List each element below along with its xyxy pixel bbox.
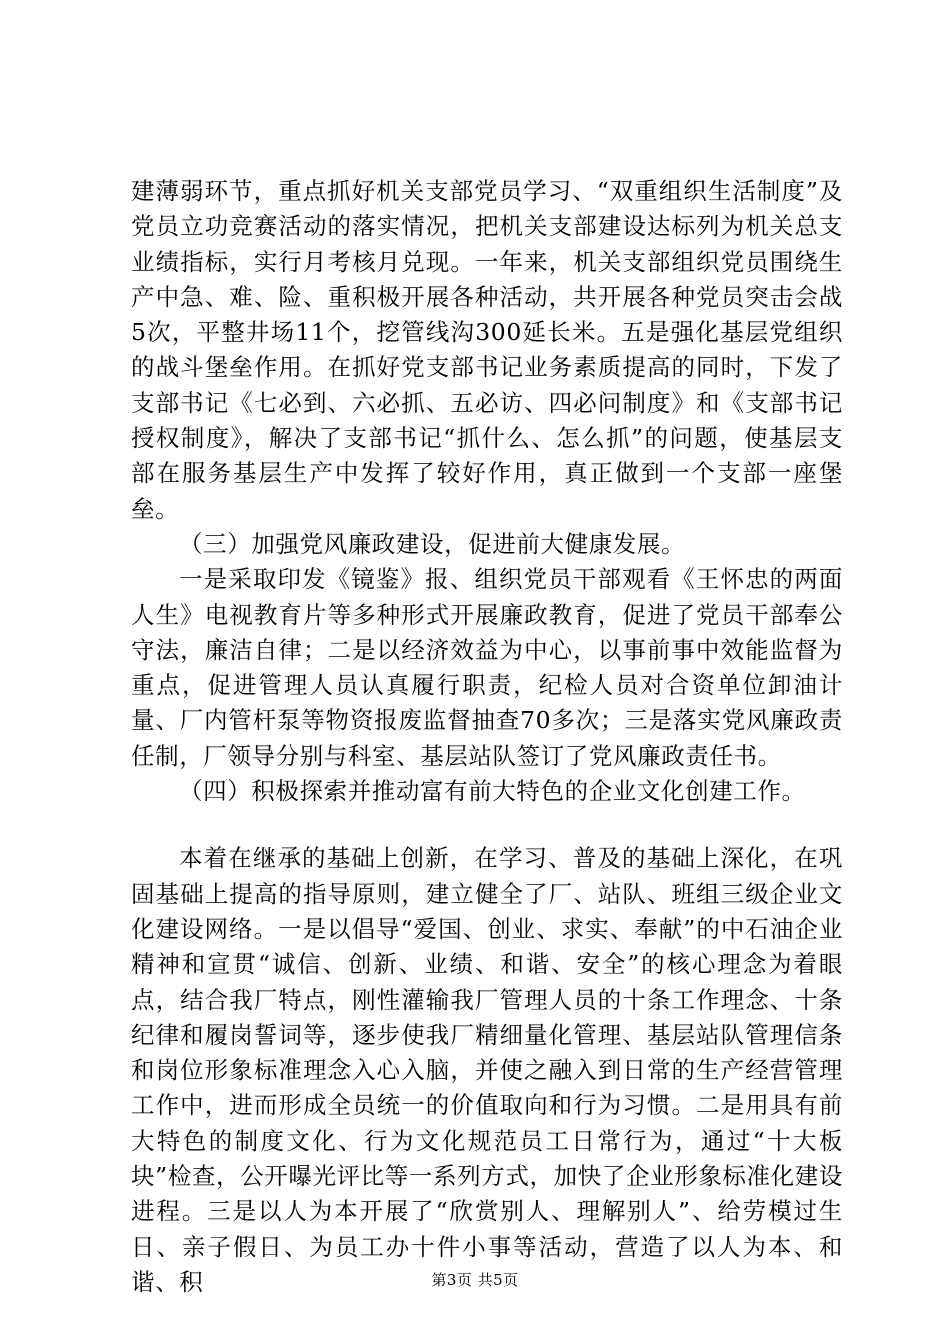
paragraph-spacer (131, 809, 843, 841)
page-footer: 第3页 共5页 (431, 1271, 519, 1289)
paragraph-corporate-culture: 本着在继承的基础上创新，在学习、普及的基础上深化，在巩固基础上提高的指导原则，建立健全了厂、站队、班组三级企业文化建设网络。一是以倡导“爱国、创业、求实、奉献”的中石油企业精神和宣贯“诚信、创新、业绩、和谐、安全”的核心理念为着眼点，结合我厂特点，刚性灌输我厂管理人员的十条工作理念、十条纪律和履岗誓词等，逐步使我厂精细量化管理、基层站队管理信条和岗位形象标准理念入心入脑，并使之融入到日常的生产经营管理工作中，进而形成全员统一的价值取向和行为习惯。二是用具有前大特色的制度文化、行为文化规范员工日常行为，通过“十大板块”检查，公开曝光评比等一系列方式，加快了企业形象标准化建设进程。三是以人为本开展了“欣赏别人、理解别人”、给劳模过生日、亲子假日、为员工办十件小事等活动，营造了以人为本、和谐、积 (131, 844, 843, 1296)
paragraph-integrity-education: 一是采取印发《镜鉴》报、组织党员干部观看《王怀忠的两面人生》电视教育片等多种形式开展廉政教育，促进了党员干部奉公守法，廉洁自律；二是以经济效益为中心，以事前事中效能监督为重点，促进管理人员认真履行职责，纪检人员对合资单位卸油计量、厂内管杆泵等物资报废监督抽查70多次；三是落实党风廉政责任制，厂领导分别与科室、基层站队签订了党风廉政责任书。 (131, 565, 843, 770)
paragraph-party-branch-work: 建薄弱环节，重点抓好机关支部党员学习、“双重组织生活制度”及党员立功竞赛活动的落实情况，把机关支部建设达标列为机关总支业绩指标，实行月考核月兑现。一年来，机关支部组织党员围绕生产中急、难、险、重积极开展各种活动，共开展各种党员突击会战5次，平整井场11个，挖管线沟300延长米。五是强化基层党组织的战斗堡垒作用。在抓好党支部书记业务素质提高的同时，下发了支部书记《七必到、六必抓、五必访、四必问制度》和《支部书记授权制度》，解决了支部书记“抓什么、怎么抓”的问题，使基层支部在服务基层生产中发挥了较好作用，真正做到一个支部一座堡垒。 (131, 177, 843, 523)
section-heading-integrity: （三）加强党风廉政建设，促进前大健康发展。 (179, 529, 686, 558)
section-heading-corporate-culture: （四）积极探索并推动富有前大特色的企业文化创建工作。 (179, 777, 806, 806)
document-body (131, 174, 843, 1300)
